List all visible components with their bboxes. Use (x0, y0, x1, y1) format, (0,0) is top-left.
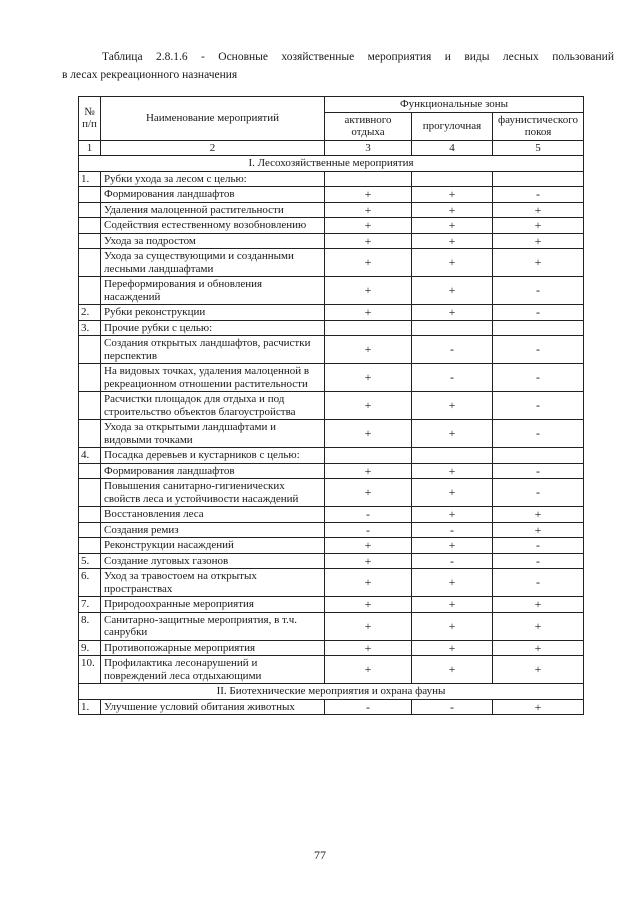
section-row (79, 684, 584, 700)
activity-name: Реконструкции насаждений (101, 538, 325, 554)
table-row (79, 612, 584, 640)
zone-active-mark (325, 448, 412, 464)
zone-fauna-mark: - (493, 277, 584, 305)
zone-active-mark: + (325, 202, 412, 218)
zone-active-mark: + (325, 187, 412, 203)
row-number: 9. (79, 640, 101, 656)
col-num-1: 1 (79, 140, 101, 156)
row-number (79, 336, 101, 364)
activity-name: Удаления малоценной растительности (101, 202, 325, 218)
zone-walking-mark: + (412, 463, 493, 479)
row-number (79, 218, 101, 234)
activity-name: Прочие рубки с целью: (101, 320, 325, 336)
row-number (79, 187, 101, 203)
table-row (79, 553, 584, 569)
zone-active-mark: + (325, 364, 412, 392)
zone-walking-mark: + (412, 233, 493, 249)
zone-fauna-mark: + (493, 202, 584, 218)
table-row (79, 538, 584, 554)
table-row (79, 171, 584, 187)
zone-active-mark: + (325, 336, 412, 364)
zone-walking-mark: + (412, 202, 493, 218)
activity-name: Создания ремиз (101, 522, 325, 538)
zone-fauna-mark: - (493, 364, 584, 392)
zone-walking-mark (412, 171, 493, 187)
zone-walking-mark: + (412, 569, 493, 597)
header-zone-fauna: фаунистического покоя (493, 112, 584, 140)
caption-line-2: в лесах рекреационного назначения (62, 69, 238, 81)
table-row (79, 656, 584, 684)
zone-fauna-mark (493, 320, 584, 336)
row-number: 4. (79, 448, 101, 464)
section-title-1: I. Лесохозяйственные мероприятия (79, 156, 584, 172)
zone-active-mark: + (325, 277, 412, 305)
activity-name: Профилактика лесонарушений и повреждений леса отдыхающими (101, 656, 325, 684)
zone-walking-mark: + (412, 597, 493, 613)
zone-active-mark: + (325, 553, 412, 569)
zone-fauna-mark: + (493, 656, 584, 684)
zone-fauna-mark: - (493, 305, 584, 321)
col-num-5: 5 (493, 140, 584, 156)
row-number: 8. (79, 612, 101, 640)
zone-walking-mark: + (412, 507, 493, 523)
zone-fauna-mark (493, 448, 584, 464)
section-row (79, 156, 584, 172)
activity-name: Уход за травостоем на открытых пространствах (101, 569, 325, 597)
row-number (79, 420, 101, 448)
row-number (79, 233, 101, 249)
zone-walking-mark: - (412, 336, 493, 364)
table-row (79, 202, 584, 218)
zone-active-mark: - (325, 522, 412, 538)
table-row (79, 420, 584, 448)
activity-name: Содействия естественному возобновлению (101, 218, 325, 234)
activity-name: Восстановления леса (101, 507, 325, 523)
row-number (79, 364, 101, 392)
col-num-2: 2 (101, 140, 325, 156)
zone-fauna-mark: - (493, 187, 584, 203)
zone-active-mark: + (325, 420, 412, 448)
row-number (79, 277, 101, 305)
header-name: Наименование мероприятий (101, 97, 325, 141)
zone-active-mark: + (325, 249, 412, 277)
activity-name: Улучшение условий обитания животных (101, 699, 325, 715)
zone-fauna-mark: + (493, 233, 584, 249)
zone-active-mark: + (325, 479, 412, 507)
header-zone-active: активного отдыха (325, 112, 412, 140)
activity-name: Санитарно-защитные мероприятия, в т.ч. санрубки (101, 612, 325, 640)
column-number-row (79, 140, 584, 156)
row-number (79, 202, 101, 218)
section-1-body (79, 156, 584, 684)
header-num: № п/п (79, 97, 101, 141)
zone-active-mark (325, 320, 412, 336)
activity-name: Противопожарные мероприятия (101, 640, 325, 656)
zone-walking-mark: + (412, 420, 493, 448)
zone-fauna-mark: + (493, 507, 584, 523)
zone-walking-mark: + (412, 640, 493, 656)
header-row-1 (79, 97, 584, 113)
row-number: 5. (79, 553, 101, 569)
zone-walking-mark: + (412, 612, 493, 640)
row-number: 7. (79, 597, 101, 613)
activity-name: Расчистки площадок для отдыха и под строительство объектов благоустройства (101, 392, 325, 420)
zone-walking-mark: - (412, 364, 493, 392)
zone-active-mark: + (325, 463, 412, 479)
zone-fauna-mark: + (493, 640, 584, 656)
row-number: 3. (79, 320, 101, 336)
zone-active-mark: + (325, 305, 412, 321)
table-row (79, 336, 584, 364)
table-row (79, 569, 584, 597)
table-row (79, 249, 584, 277)
table-row (79, 479, 584, 507)
table-row (79, 522, 584, 538)
zone-fauna-mark: - (493, 420, 584, 448)
activity-name: Ухода за существующими и созданными лесными ландшафтами (101, 249, 325, 277)
activity-name: Переформирования и обновления насаждений (101, 277, 325, 305)
section-title-2: II. Биотехнические мероприятия и охрана фауны (79, 684, 584, 700)
zone-active-mark: + (325, 597, 412, 613)
table-row (79, 218, 584, 234)
row-number (79, 479, 101, 507)
activity-name: Формирования ландшафтов (101, 187, 325, 203)
col-num-3: 3 (325, 140, 412, 156)
zone-fauna-mark (493, 171, 584, 187)
zone-walking-mark (412, 448, 493, 464)
zone-active-mark: + (325, 612, 412, 640)
zone-walking-mark: + (412, 277, 493, 305)
row-number (79, 463, 101, 479)
zone-fauna-mark: - (493, 538, 584, 554)
header-zone-walking: прогулочная (412, 112, 493, 140)
row-number: 10. (79, 656, 101, 684)
activity-name: Рубки реконструкции (101, 305, 325, 321)
row-number: 1. (79, 699, 101, 715)
table-row (79, 320, 584, 336)
section-2-body (79, 684, 584, 715)
activity-name: Формирования ландшафтов (101, 463, 325, 479)
activities-table (78, 96, 584, 715)
zone-active-mark: + (325, 656, 412, 684)
row-number: 2. (79, 305, 101, 321)
zone-active-mark: + (325, 640, 412, 656)
zone-walking-mark: + (412, 392, 493, 420)
table-row (79, 448, 584, 464)
row-number (79, 249, 101, 277)
zone-active-mark: + (325, 218, 412, 234)
zone-active-mark: + (325, 569, 412, 597)
row-number (79, 538, 101, 554)
zone-active-mark: + (325, 538, 412, 554)
zone-walking-mark: + (412, 656, 493, 684)
activity-name: Ухода за открытыми ландшафтами и видовыми точками (101, 420, 325, 448)
zone-fauna-mark: + (493, 612, 584, 640)
activity-name: Создание луговых газонов (101, 553, 325, 569)
table-row (79, 597, 584, 613)
zone-walking-mark (412, 320, 493, 336)
table-row (79, 640, 584, 656)
zone-walking-mark: - (412, 699, 493, 715)
activity-name: Повышения санитарно-гигиенических свойств леса и устойчивости насаждений (101, 479, 325, 507)
table-row (79, 187, 584, 203)
activity-name: Рубки ухода за лесом с целью: (101, 171, 325, 187)
table-row (79, 233, 584, 249)
table-row (79, 277, 584, 305)
zone-walking-mark: + (412, 249, 493, 277)
row-number (79, 392, 101, 420)
zone-walking-mark: + (412, 479, 493, 507)
zone-active-mark: + (325, 392, 412, 420)
zone-fauna-mark: + (493, 218, 584, 234)
row-number (79, 507, 101, 523)
row-number (79, 522, 101, 538)
zone-walking-mark: + (412, 538, 493, 554)
zone-active-mark: + (325, 233, 412, 249)
zone-fauna-mark: - (493, 569, 584, 597)
zone-fauna-mark: - (493, 553, 584, 569)
table-row (79, 507, 584, 523)
zone-fauna-mark: - (493, 479, 584, 507)
table-row (79, 392, 584, 420)
table-row (79, 463, 584, 479)
zone-walking-mark: - (412, 522, 493, 538)
header-zones: Функциональные зоны (325, 97, 584, 113)
activity-name: Ухода за подростом (101, 233, 325, 249)
table-row (79, 699, 584, 715)
zone-fauna-mark: + (493, 249, 584, 277)
zone-active-mark: - (325, 507, 412, 523)
zone-active-mark (325, 171, 412, 187)
zone-fauna-mark: + (493, 699, 584, 715)
zone-fauna-mark: - (493, 463, 584, 479)
zone-fauna-mark: - (493, 336, 584, 364)
table-caption (62, 48, 614, 84)
page-number: 77 (314, 848, 326, 862)
zone-fauna-mark: + (493, 597, 584, 613)
col-num-4: 4 (412, 140, 493, 156)
zone-walking-mark: + (412, 218, 493, 234)
row-number: 6. (79, 569, 101, 597)
activity-name: Посадка деревьев и кустарников с целью: (101, 448, 325, 464)
table-row (79, 364, 584, 392)
zone-walking-mark: - (412, 553, 493, 569)
activity-name: На видовых точках, удаления малоценной в рекреационном отношении растительности (101, 364, 325, 392)
activity-name: Создания открытых ландшафтов, расчистки перспектив (101, 336, 325, 364)
zone-active-mark: - (325, 699, 412, 715)
zone-walking-mark: + (412, 305, 493, 321)
caption-line-1: Таблица 2.8.1.6 - Основные хозяйственные мероприятия и виды лесных пользований (102, 51, 614, 63)
activity-name: Природоохранные мероприятия (101, 597, 325, 613)
zone-walking-mark: + (412, 187, 493, 203)
row-number: 1. (79, 171, 101, 187)
zone-fauna-mark: - (493, 392, 584, 420)
zone-fauna-mark: + (493, 522, 584, 538)
table-row (79, 305, 584, 321)
